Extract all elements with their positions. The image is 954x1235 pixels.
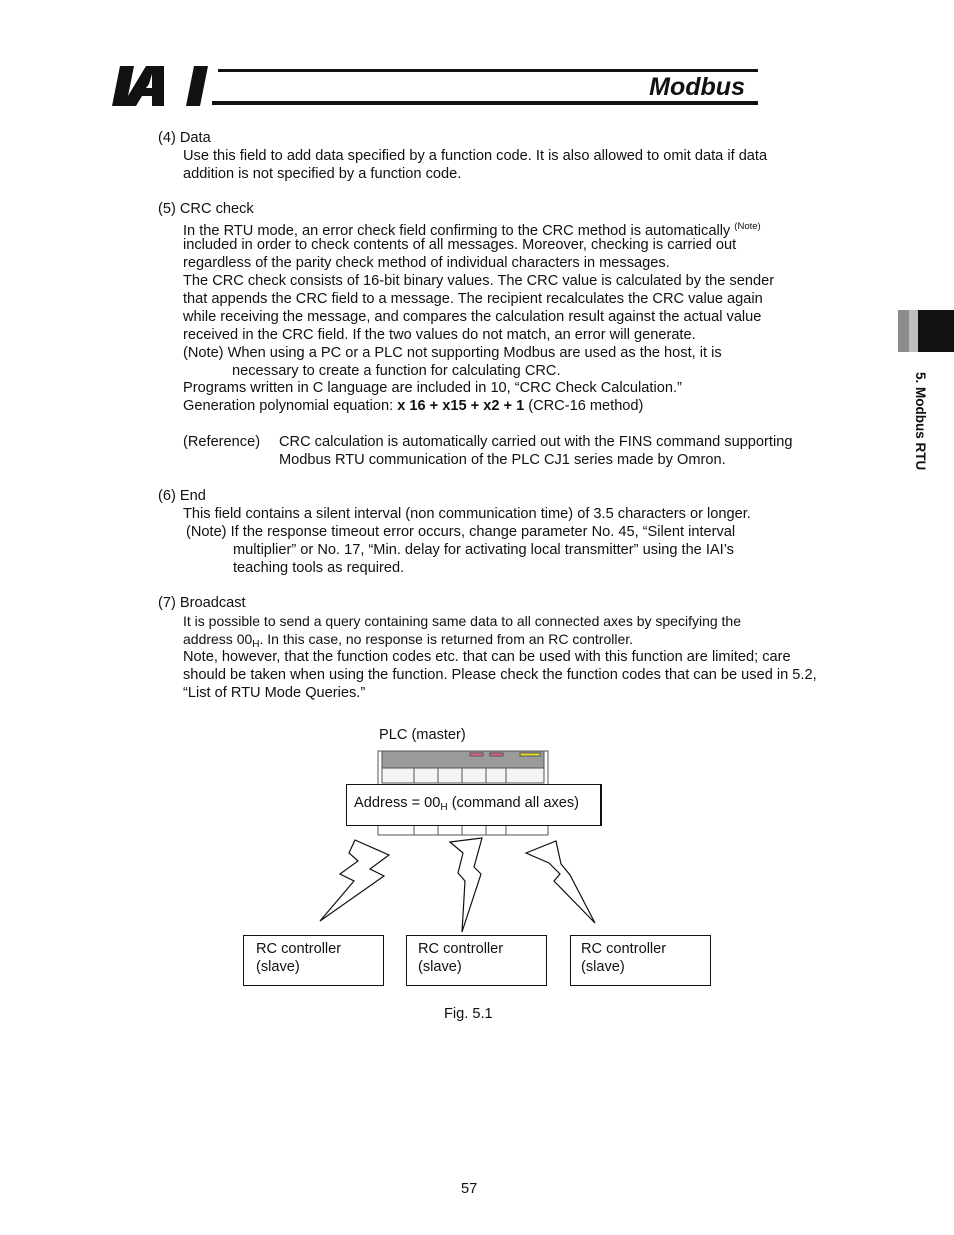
note-text: necessary to create a function for calculating CRC.: [232, 363, 561, 379]
slave-label: (slave): [418, 959, 462, 975]
body-text: address $00_H$. In this case, no response is returned from an RC controller.: [183, 631, 634, 650]
slave-label: RC controller: [256, 941, 342, 957]
body-text: Use this field to add data specified by a function code. It is also allowed to omit data if data: [183, 148, 768, 164]
slave-box: [570, 935, 711, 986]
body-text: should be taken when using the function. Please check the function codes that can be used in 5.2,: [183, 667, 817, 683]
body-text: addition is not specified by a function code.: [183, 166, 462, 182]
slave-label: RC controller: [418, 941, 504, 957]
note-text: (Note) When using a PC or a PLC not supporting Modbus are used as the host, it is: [183, 345, 722, 361]
note-text: teaching tools as required.: [233, 560, 405, 576]
body-text: while receiving the message, and compares the calculation result against the actual value: [183, 309, 762, 325]
note-text: multiplier” or No. 17, “Min. delay for activating local transmitter” using the IAI’s: [233, 542, 734, 558]
reference-text: CRC calculation is automatically carried out with the FINS command supporting: [279, 434, 793, 450]
note-text: (Note) If the response timeout error occurs, change parameter No. 45, “Silent interval: [186, 524, 736, 540]
body-text: included in order to check contents of all messages. Moreover, checking is carried out: [183, 237, 737, 253]
slave-box: [243, 935, 384, 986]
signal-bolt-center: [450, 838, 482, 932]
slave-box: [406, 935, 547, 986]
section-data-heading: (4) Data: [158, 130, 211, 146]
body-text: Note, however, that the function codes etc. that can be used with this function are limited; care: [183, 649, 791, 665]
broadcast-diagram: [300, 745, 620, 935]
body-text: that appends the CRC field to a message. The recipient recalculates the CRC value again: [183, 291, 763, 307]
body-text: The CRC check consists of 16-bit binary values. The CRC value is calculated by the sender: [183, 273, 775, 289]
slave-label: (slave): [581, 959, 625, 975]
address-label: Address = $00_H$ (command all axes): [354, 795, 580, 813]
side-tab-marker: [918, 310, 954, 352]
body-text: This field contains a silent interval (non communication time) of 3.5 characters or longer.: [183, 506, 751, 522]
reference-label: (Reference): [183, 434, 261, 450]
signal-bolt-right: [526, 841, 595, 923]
plc-label: PLC (master): [379, 727, 466, 743]
page-number: 57: [461, 1181, 478, 1197]
signal-bolt-left: [320, 840, 389, 921]
body-text: It is possible to send a query containing same data to all connected axes by specifying the: [183, 613, 742, 629]
section-broadcast-heading: (7) Broadcast: [158, 595, 246, 611]
body-text: regardless of the parity check method of individual characters in messages.: [183, 255, 670, 271]
note-superscript: (Note): [734, 221, 761, 232]
slave-label: RC controller: [581, 941, 667, 957]
slave-label: (slave): [256, 959, 300, 975]
body-text: Programs written in C language are included in 10, “CRC Check Calculation.”: [183, 380, 682, 396]
body-text: “List of RTU Mode Queries.”: [183, 685, 366, 701]
header-rule-top: [218, 69, 758, 72]
body-text: In the RTU mode, an error check field confirming to the CRC method is automatically $^{(Note)}$: [183, 221, 761, 239]
side-tab-shade: [898, 310, 909, 352]
header-title: Modbus: [649, 73, 745, 101]
iai-logo: [112, 66, 210, 106]
side-tab-label: 5. Modbus RTU: [913, 372, 928, 471]
polynomial-text: Generation polynomial equation: x 16 + x15 + x2 + 1 (CRC-16 method): [183, 398, 644, 414]
body-text: received in the CRC field. If the two values do not match, an error will generate.: [183, 327, 696, 343]
section-crc-heading: (5) CRC check: [158, 201, 254, 217]
section-end-heading: (6) End: [158, 488, 206, 504]
side-tab-shade-light: [909, 310, 918, 352]
reference-text: Modbus RTU communication of the PLC CJ1 series made by Omron.: [279, 452, 726, 468]
figure-caption: Fig. 5.1: [444, 1006, 493, 1022]
